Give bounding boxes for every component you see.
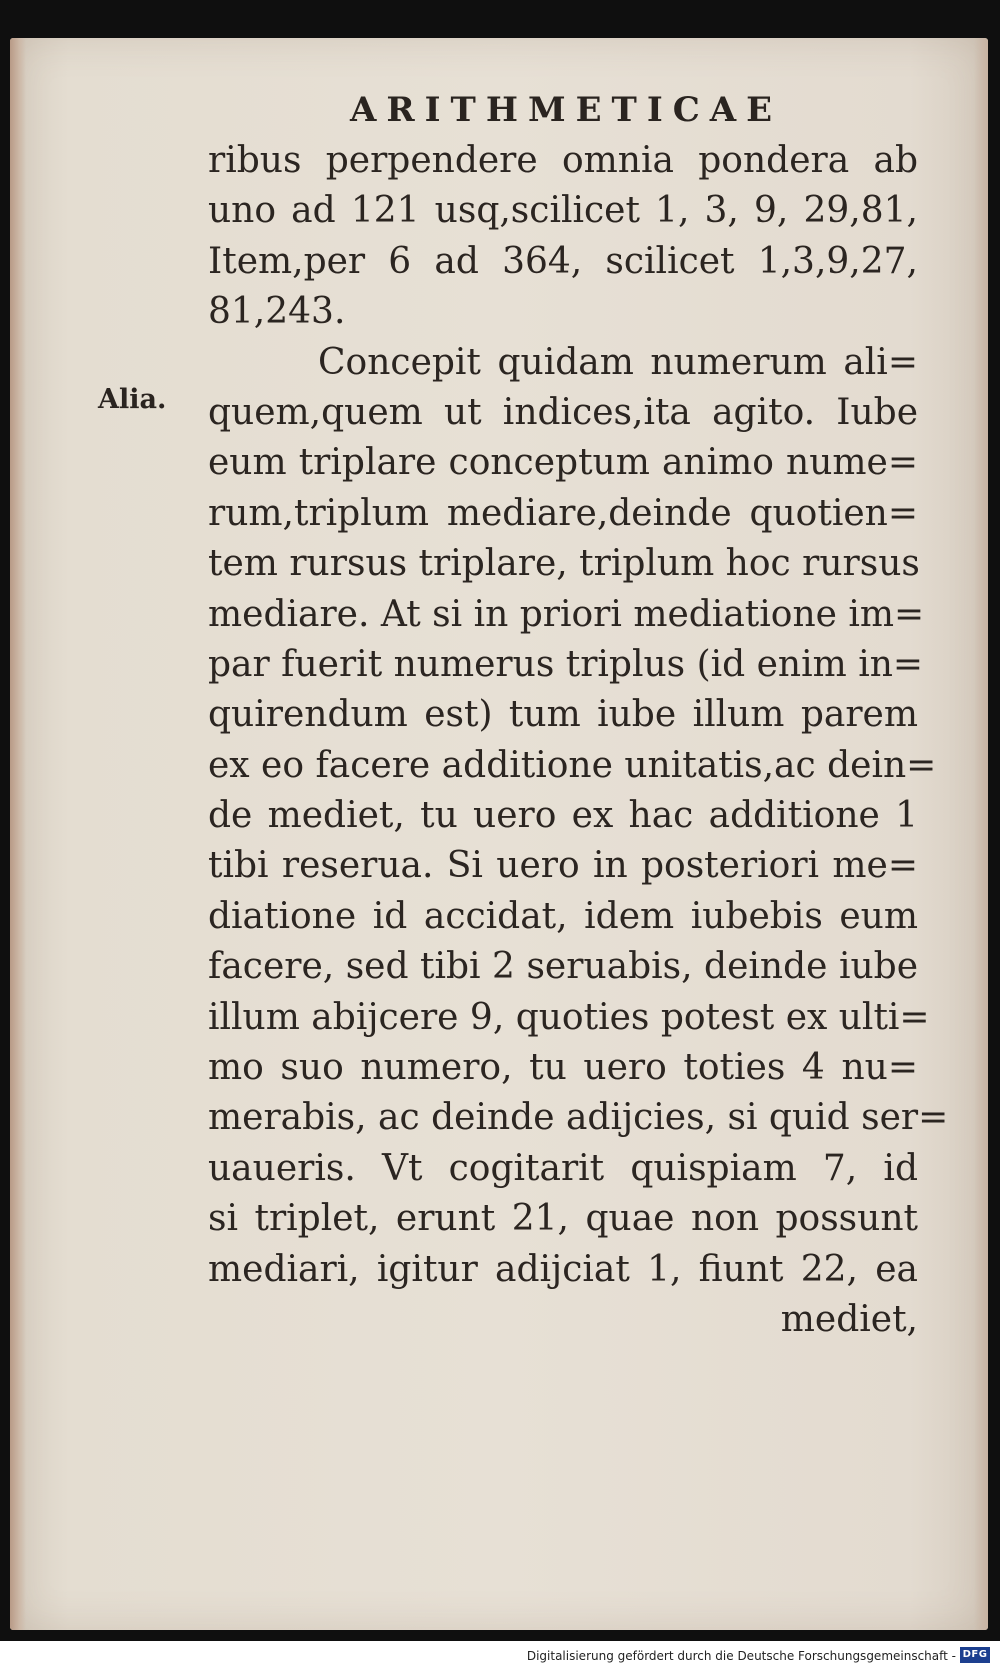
text-line: mo suo numero, tu uero toties 4 nu=: [208, 1047, 918, 1089]
text-line: tibi reserua. Si uero in posteriori me=: [208, 845, 918, 887]
text-line: Item,per 6 ad 364, scilicet 1,3,9,27,: [208, 240, 918, 282]
running-head: ARITHMETICAE: [350, 90, 783, 130]
text-line: diatione id accidat, idem iubebis eum: [208, 895, 918, 937]
text-line: merabis, ac deinde adijcies, si quid ser=: [208, 1097, 949, 1139]
text-block: [208, 136, 949, 1345]
text-line: de mediet, tu uero ex hac additione 1: [208, 795, 918, 837]
text-line: uno ad 121 usq,scilicet 1, 3, 9, 29,81,: [208, 190, 918, 232]
text-line: ex eo facere additione unitatis,ac dein=: [208, 744, 937, 786]
dfg-logo: DFG: [960, 1647, 990, 1663]
text-line: mediare. At si in priori mediatione im=: [208, 593, 925, 635]
catchword: mediet,: [780, 1298, 918, 1340]
text-line: eum triplare conceptum animo nume=: [208, 442, 918, 484]
footer-bar: [0, 1641, 1000, 1671]
text-line: 81,243.: [208, 291, 346, 333]
text-line: mediari, igitur adijciat 1, fiunt 22, ea: [208, 1248, 918, 1290]
text-line: Concepit quidam numerum ali=: [318, 341, 918, 383]
text-line: ribus perpendere omnia pondera ab: [208, 140, 918, 181]
page-edge-left: [10, 38, 26, 1630]
page-edge-right: [974, 38, 988, 1630]
text-line: quirendum est) tum iube illum parem: [208, 694, 918, 736]
text-line: facere, sed tibi 2 seruabis, deinde iube: [208, 946, 918, 988]
text-line: rum,triplum mediare,deinde quotien=: [208, 492, 918, 534]
book-page: [10, 38, 988, 1630]
text-line: illum abijcere 9, quoties potest ex ulti=: [208, 996, 930, 1038]
text-line: par fuerit numerus triplus (id enim in=: [208, 643, 924, 685]
text-line: uaueris. Vt cogitarit quispiam 7, id: [208, 1147, 918, 1189]
text-line: tem rursus triplare, triplum hoc rursus: [208, 543, 920, 585]
marginal-note: Alia.: [98, 384, 167, 415]
text-line: si triplet, erunt 21, quae non possunt: [208, 1198, 918, 1240]
footer-credit: Digitalisierung gefördert durch die Deutsche Forschungsgemeinschaft -: [526, 1649, 956, 1663]
text-line: quem,quem ut indices,ita agito. Iube: [208, 391, 918, 433]
